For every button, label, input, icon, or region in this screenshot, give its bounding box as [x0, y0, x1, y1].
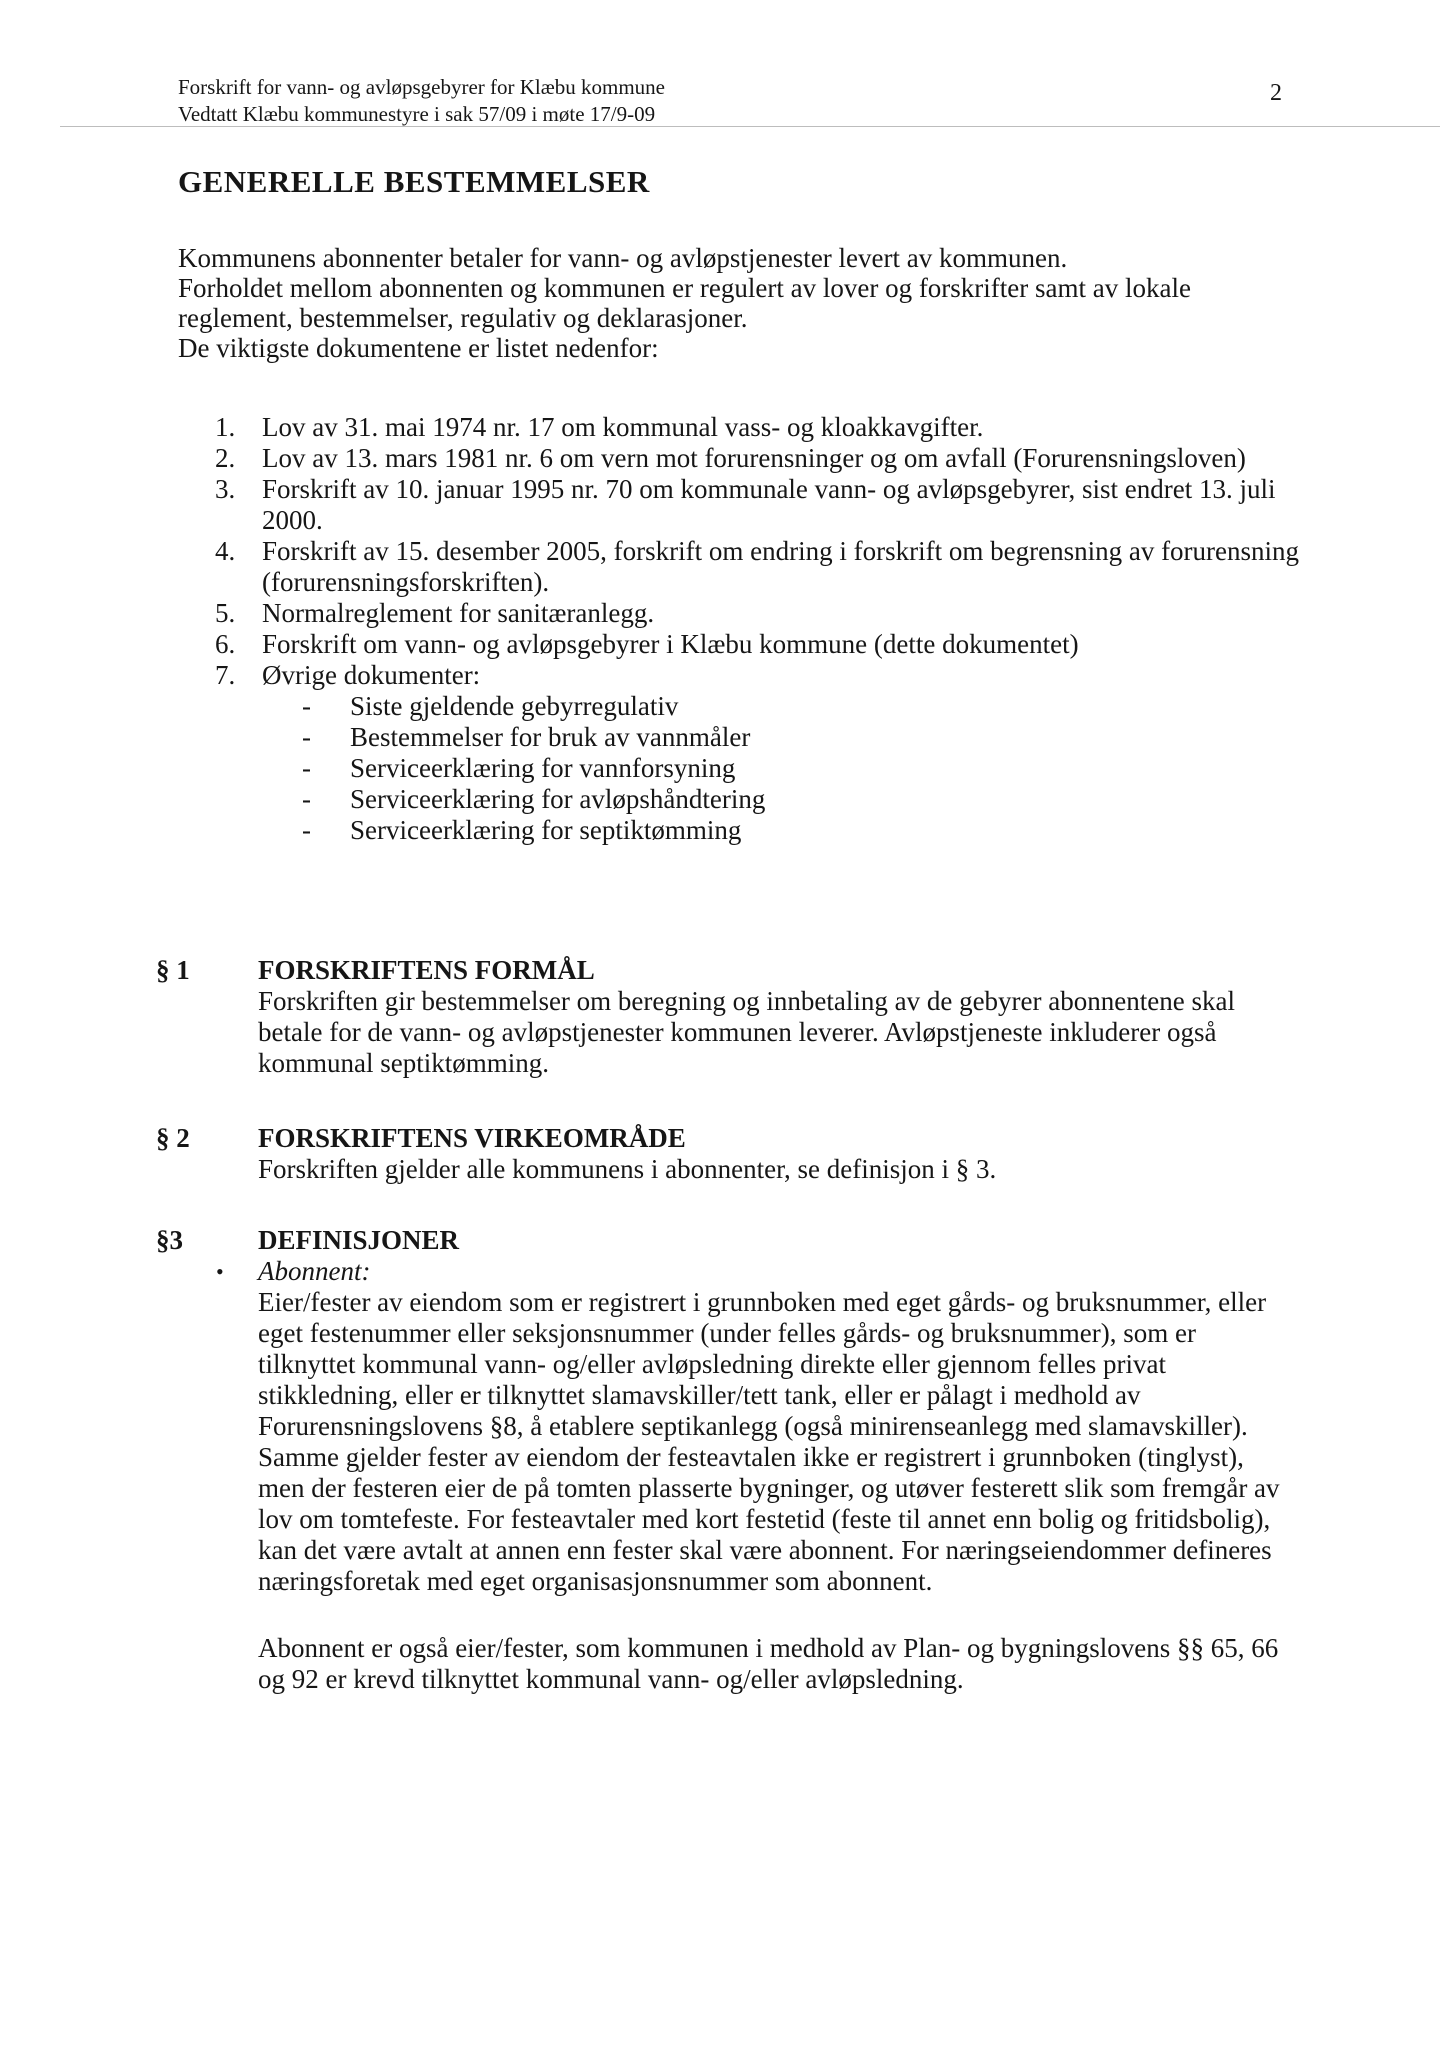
intro-line: Kommunens abonnenter betaler for vann- og avløpstjenester levert av kommunen.	[178, 243, 1068, 273]
document-list	[215, 412, 1315, 846]
sub-list-text: Siste gjeldende gebyrregulativ	[350, 691, 679, 721]
list-text: Forskrift av 10. januar 1995 nr. 70 om kommunale vann- og avløpsgebyrer, sist endret 13. juli 2000.	[262, 474, 1276, 535]
list-text: Forskrift om vann- og avløpsgebyrer i Klæbu kommune (dette dokumentet)	[262, 629, 1079, 659]
other-documents-list	[262, 691, 1315, 846]
sub-list-item	[302, 722, 1315, 753]
section-number: §3	[156, 1225, 183, 1255]
intro-line: Forholdet mellom abonnenten og kommunen er regulert av lover og forskrifter samt av lokale reglement, bestemmelser, regulativ og deklarasjoner.	[178, 273, 1191, 333]
sub-list-item	[302, 784, 1315, 815]
list-text: Lov av 13. mars 1981 nr. 6 om vern mot forurensninger og om avfall (Forurensningsloven)	[262, 443, 1246, 473]
section-title: FORSKRIFTENS VIRKEOMRÅDE	[258, 1123, 686, 1153]
definition-term: Abonnent:	[258, 1256, 371, 1286]
sub-list-text: Serviceerklæring for avløpshåndtering	[350, 784, 766, 814]
sub-list-item	[302, 815, 1315, 846]
list-number: 2.	[215, 443, 236, 473]
bullet-marker: •	[216, 1259, 224, 1284]
list-item	[215, 660, 1315, 846]
header-divider	[60, 126, 1440, 127]
list-item	[215, 474, 1315, 536]
section-body	[258, 1123, 1296, 1185]
sub-list-text: Bestemmelser for bruk av vannmåler	[350, 722, 751, 752]
intro-line: De viktigste dokumentene er listet nedenfor:	[178, 333, 659, 363]
section-3	[156, 1225, 1296, 1695]
dash-marker: -	[302, 784, 311, 814]
page-header	[178, 74, 665, 128]
list-number: 6.	[215, 629, 236, 659]
list-number: 1.	[215, 412, 236, 442]
list-text: Forskrift av 15. desember 2005, forskrift om endring i forskrift om begrensning av forurensning (forurensningsforskriften).	[262, 536, 1300, 597]
section-text: Forskriften gjelder alle kommunens i abonnenter, se definisjon i § 3.	[258, 1154, 997, 1184]
list-text: Lov av 31. mai 1974 nr. 17 om kommunal vass- og kloakkavgifter.	[262, 412, 984, 442]
sub-list-text: Serviceerklæring for septiktømming	[350, 815, 742, 845]
section-title: DEFINISJONER	[258, 1225, 460, 1255]
list-number: 7.	[215, 660, 236, 690]
list-number: 3.	[215, 474, 236, 504]
header-line-2: Vedtatt Klæbu kommunestyre i sak 57/09 i møte 17/9-09	[178, 102, 656, 126]
sub-list-item	[302, 753, 1315, 784]
section-number: § 1	[156, 955, 190, 985]
list-number: 5.	[215, 598, 236, 628]
dash-marker: -	[302, 722, 311, 752]
list-item	[215, 443, 1315, 474]
section-2	[156, 1123, 1296, 1185]
dash-marker: -	[302, 815, 311, 845]
definition-text: Abonnent er også eier/fester, som kommunen i medhold av Plan- og bygningslovens §§ 65, 66 og 92 er krevd tilknyttet kommunal vann- og/eller avløpsledning.	[258, 1633, 1279, 1694]
definition-item	[216, 1256, 1296, 1695]
list-text: Normalreglement for sanitæranlegg.	[262, 598, 655, 628]
dash-marker: -	[302, 753, 311, 783]
sub-list-item	[302, 691, 1315, 722]
page-title: GENERELLE BESTEMMELSER	[178, 164, 650, 199]
section-title: FORSKRIFTENS FORMÅL	[258, 955, 595, 985]
list-text: Øvrige dokumenter:	[262, 660, 481, 690]
section-text: Forskriften gir bestemmelser om beregning og innbetaling av de gebyrer abonnentene skal betale for de vann- og avløpstjenester kommunen leverer. Avløpstjeneste inkluderer også kommunal septiktømming.	[258, 986, 1235, 1078]
section-body	[258, 955, 1296, 1079]
page-number: 2	[1270, 80, 1282, 106]
section-number: § 2	[156, 1123, 190, 1153]
section-1	[156, 955, 1296, 1079]
header-line-1: Forskrift for vann- og avløpsgebyrer for Klæbu kommune	[178, 75, 665, 99]
sub-list-text: Serviceerklæring for vannforsyning	[350, 753, 736, 783]
dash-marker: -	[302, 691, 311, 721]
list-item	[215, 536, 1315, 598]
section-body	[216, 1225, 1296, 1695]
list-number: 4.	[215, 536, 236, 566]
intro-paragraph	[178, 243, 1298, 363]
list-item	[215, 412, 1315, 443]
list-item	[215, 598, 1315, 629]
definition-text: Eier/fester av eiendom som er registrert i grunnboken med eget gårds- og bruksnummer, eller eget festenummer eller seksjonsnummer (under felles gårds- og bruksnummer), som er tilknyttet kommunal vann- og/eller avløpsledning direkte eller gjennom felles privat stikkledning, eller er tilknyttet slamavskiller/tett tank, eller er pålagt i medhold av Forurensningslovens §8, å etablere septikanlegg (også minirenseanlegg med slamavskiller). Samme gjelder fester av eiendom der festeavtalen ikke er registrert i grunnboken (tinglyst), men der festeren eier de på tomten plasserte bygninger, og utøver festerett slik som fremgår av lov om tomtefeste. For festeavtaler med kort festetid (feste til annet enn bolig og fritidsbolig), kan det være avtalt at annen enn fester skal være abonnent. For næringseiendommer defineres næringsforetak med eget organisasjonsnummer som abonnent.	[258, 1287, 1280, 1596]
list-item	[215, 629, 1315, 660]
